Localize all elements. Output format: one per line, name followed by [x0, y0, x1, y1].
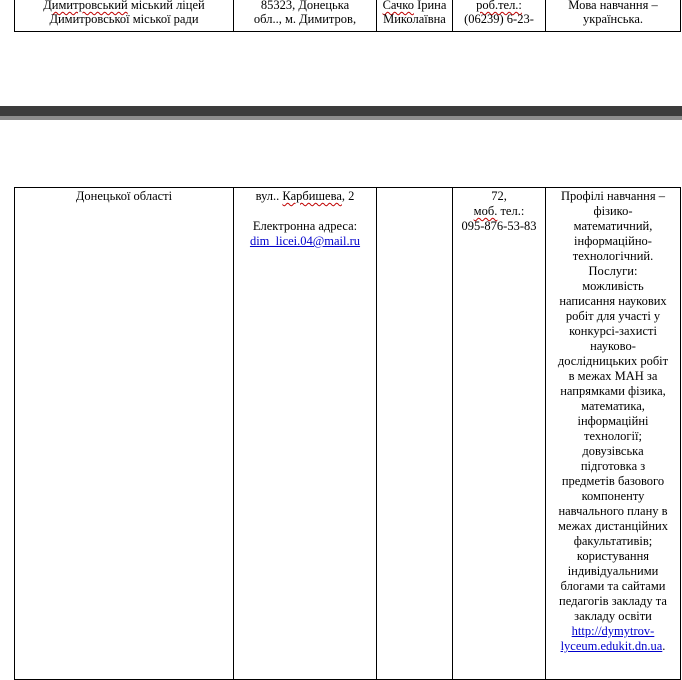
text-line: факультативів;: [573, 534, 653, 548]
notes-cell: [546, 188, 681, 680]
phone-cell: [453, 0, 546, 32]
text-line: користування: [576, 549, 650, 563]
region-text: Донецької області: [75, 189, 173, 203]
table-row: [15, 0, 681, 32]
text-line: науково-: [590, 339, 636, 353]
email-link[interactable]: dim_licei.04@mail.ru: [249, 234, 361, 248]
text-line: написання наукових: [559, 294, 667, 308]
text-line: інформаційно-: [574, 234, 652, 248]
text-line: педагогів закладу та: [559, 594, 667, 608]
director-name: Ірина: [413, 0, 447, 12]
director-surname: Сачко: [382, 0, 414, 12]
text-line: конкурсі-захисті: [569, 324, 657, 338]
website-block: [548, 624, 678, 654]
address-line: обл.., м. Димитров,: [253, 12, 357, 26]
text-line: блогами та сайтами: [560, 579, 666, 593]
phone-label: роб.тел.:: [476, 0, 522, 12]
website-link[interactable]: lyceum.edukit.dn.ua: [560, 639, 663, 653]
text-line: дослідницьких робіт: [557, 354, 669, 368]
address-line: 85323, Донецька: [260, 0, 350, 12]
schools-table-bottom: [14, 187, 681, 680]
text-line: навчального плану в: [558, 504, 668, 518]
school-name-part: міський ліцей: [127, 0, 205, 12]
text-line: робіт для участі у: [565, 309, 661, 323]
mobile-value: 095-876-53-83: [461, 219, 537, 233]
language-line: Мова навчання –: [568, 0, 658, 12]
mobile-label: моб.: [473, 204, 498, 218]
text-line: межах дистанційних: [558, 519, 668, 533]
address-cell: [234, 0, 377, 32]
page-break-shadow: [0, 116, 682, 120]
text-line: в межах МАН за: [568, 369, 658, 383]
school-name-cell: [15, 188, 234, 680]
street-prefix: вул..: [255, 189, 283, 203]
street-number: , 2: [341, 189, 355, 203]
text-line: технології;: [584, 429, 642, 443]
school-name-cell: [15, 0, 234, 32]
notes-cell: [546, 0, 681, 32]
text-line: математика,: [581, 399, 645, 413]
text-line: предметів базового: [561, 474, 665, 488]
text-line: підготовка з: [580, 459, 646, 473]
director-cell: [377, 0, 453, 32]
website-link[interactable]: http://dymytrov-: [571, 624, 655, 638]
schools-table-top: [14, 0, 681, 32]
text-line: математичний,: [573, 219, 653, 233]
text-line: фізико-: [593, 204, 633, 218]
text-line: Профілі навчання –: [561, 189, 665, 203]
director-cell: [377, 188, 453, 680]
director-patronymic: Миколаївна: [383, 12, 446, 26]
phone-value: (06239) 6-23-: [464, 12, 534, 26]
school-name-part: Димитровський: [43, 0, 128, 12]
text-line: напрямками фізика,: [560, 384, 666, 398]
text-line: інформаційні: [577, 414, 649, 428]
mobile-label: тел.:: [497, 204, 525, 218]
services-block: [548, 279, 678, 624]
email-label: Електронна адреса:: [252, 219, 358, 233]
website-tail: .: [662, 639, 666, 653]
profile-block: [548, 189, 678, 279]
street-name: Карбишева: [282, 189, 342, 203]
table-row: [15, 188, 681, 680]
text-line: компоненту: [581, 489, 645, 503]
phone-tail: 72,: [491, 189, 507, 203]
page-break: [0, 106, 682, 120]
school-name-part: Димитровської міської ради: [49, 12, 199, 26]
address-cell: [234, 188, 377, 680]
text-line: технологічний.: [572, 249, 654, 263]
text-line: індивідуальними: [567, 564, 659, 578]
text-line: закладу освіти: [574, 609, 652, 623]
text-line: довузівська: [582, 444, 644, 458]
phone-cell: [453, 188, 546, 680]
language-line: українська.: [582, 12, 644, 26]
text-line: Послуги:: [588, 264, 638, 278]
text-line: можливість: [582, 279, 644, 293]
